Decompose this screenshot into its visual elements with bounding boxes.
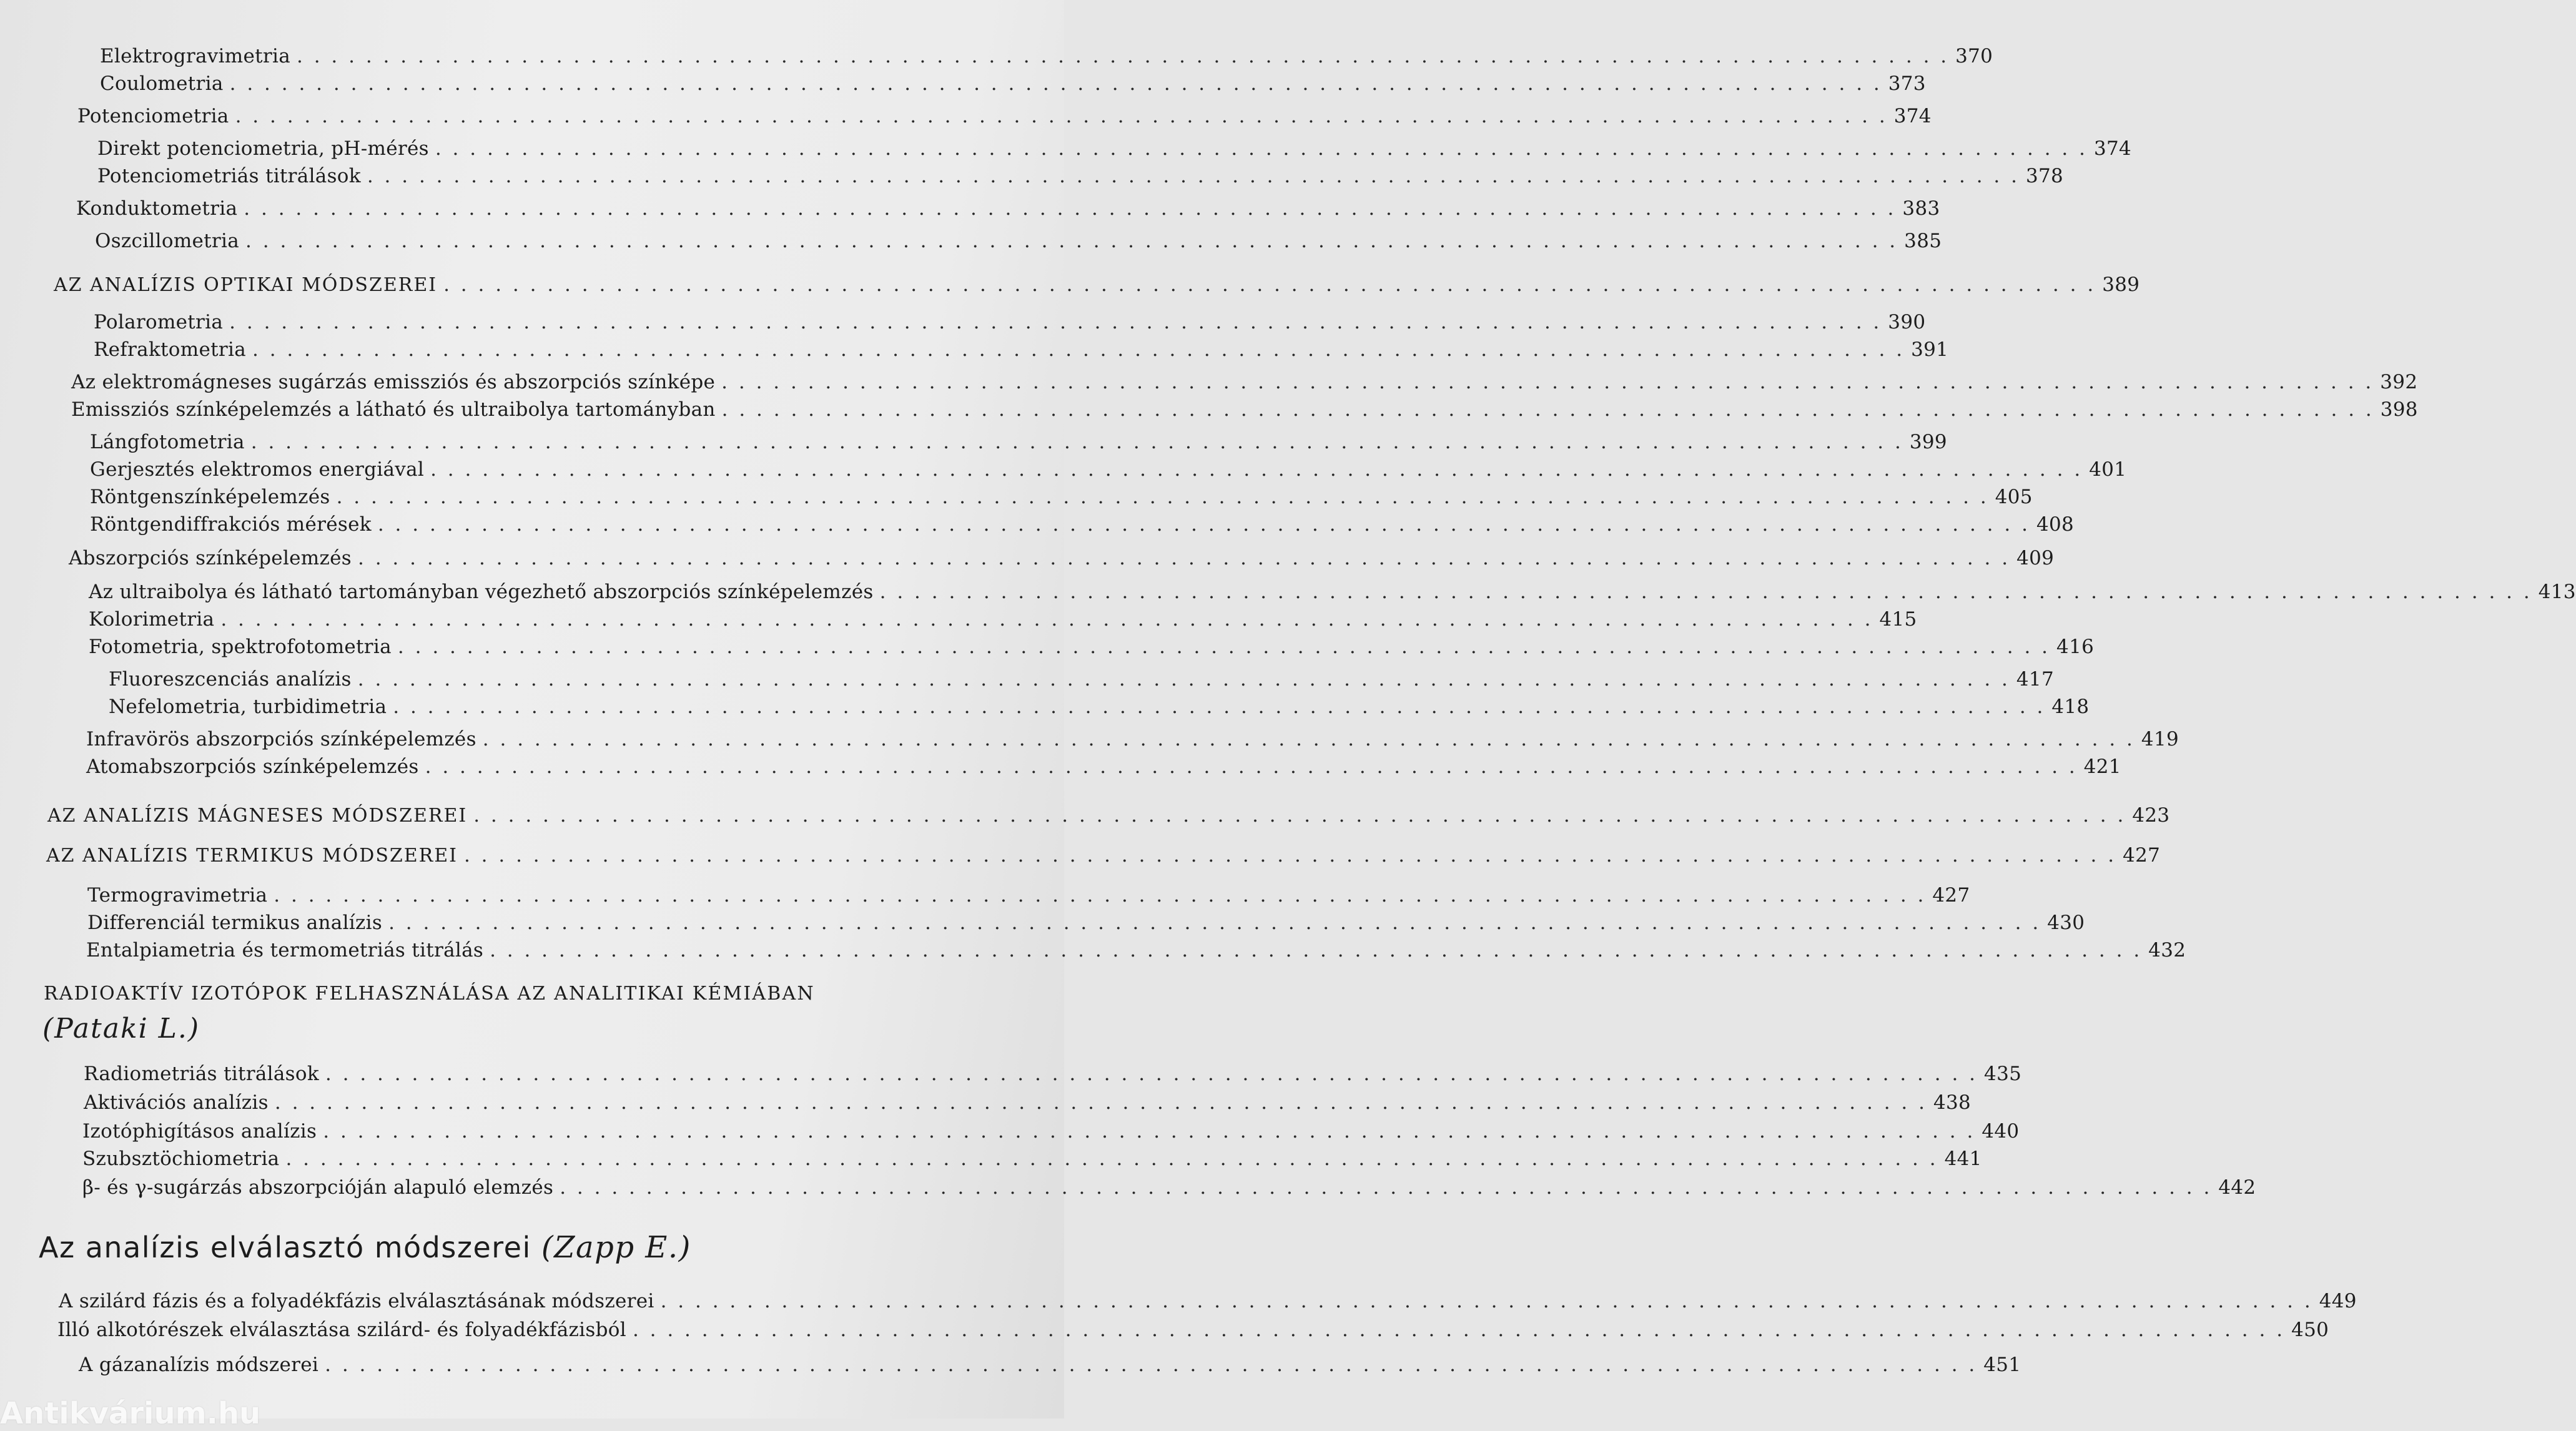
- entry-page: 409: [2016, 547, 2055, 569]
- toc-entry: [86, 727, 2179, 752]
- entry-page: 383: [1902, 197, 1940, 220]
- toc-entry: [71, 370, 2418, 395]
- entry-title: Az ultraibolya és látható tartományban végezhető abszorpciós színképelemzés: [89, 581, 874, 603]
- entry-page: 391: [1911, 338, 1949, 361]
- toc-entry: [76, 196, 1940, 221]
- entry-page: 398: [2380, 398, 2418, 421]
- entry-title: Refraktometria: [94, 338, 246, 361]
- dot-leader: . . . . . . . . . . . . . . . . . . . . . . . . . . . . . . . . . . . . . . . . . . . . . . . . . . . . . . . . . . . . . . . . . . . . . . . . . . . . . . . . . . . . . . . . . . . . . . . .: [660, 1290, 2313, 1312]
- toc-entry: [84, 1090, 1971, 1115]
- entry-page: 389: [2102, 273, 2140, 296]
- entry-page: 432: [2148, 939, 2186, 961]
- entry-page: 442: [2218, 1176, 2256, 1199]
- entry-title: A gázanalízis módszerei: [79, 1354, 319, 1376]
- entry-page: 408: [2036, 513, 2075, 536]
- dot-leader: . . . . . . . . . . . . . . . . . . . . . . . . . . . . . . . . . . . . . . . . . . . . . . . . . . . . . . . . . . . . . . . . . . . . . . . . . . . . . . . . . . . . . . . . . . . . . . . .: [721, 371, 2374, 393]
- section-title: [39, 1230, 691, 1265]
- dot-leader: . . . . . . . . . . . . . . . . . . . . . . . . . . . . . . . . . . . . . . . . . . . . . . . . . . . . . . . . . . . . . . . . . . . . . . . . . . . . . . . . . . . . . . . . . . . . . . . .: [252, 338, 1905, 361]
- entry-title: Atomabszorpciós színképelemzés: [86, 755, 419, 778]
- entry-page: 450: [2291, 1319, 2329, 1341]
- entry-title: Elektrogravimetria: [100, 45, 291, 67]
- entry-page: 440: [1981, 1120, 2020, 1143]
- entry-title: Izotóphigításos analízis: [82, 1120, 317, 1143]
- entry-title: Emissziós színképelemzés a látható és ultraibolya tartományban: [71, 398, 716, 421]
- entry-page: 401: [2089, 458, 2127, 481]
- dot-leader: . . . . . . . . . . . . . . . . . . . . . . . . . . . . . . . . . . . . . . . . . . . . . . . . . . . . . . . . . . . . . . . . . . . . . . . . . . . . . . . . . . . . . . . . . . . . . . . .: [560, 1176, 2213, 1199]
- dot-leader: . . . . . . . . . . . . . . . . . . . . . . . . . . . . . . . . . . . . . . . . . . . . . . . . . . . . . . . . . . . . . . . . . . . . . . . . . . . . . . . . . . . . . . . . . . . . . . . .: [393, 696, 2046, 718]
- dot-leader: . . . . . . . . . . . . . . . . . . . . . . . . . . . . . . . . . . . . . . . . . . . . . . . . . . . . . . . . . . . . . . . . . . . . . . . . . . . . . . . . . . . . . . . . . . . . . . . .: [632, 1319, 2286, 1341]
- dot-leader: . . . . . . . . . . . . . . . . . . . . . . . . . . . . . . . . . . . . . . . . . . . . . . . . . . . . . . . . . . . . . . . . . . . . . . . . . . . . . . . . . . . . . . . . . . . . . . . .: [721, 398, 2374, 421]
- toc-entry: [69, 546, 2055, 571]
- toc-entry: [79, 1352, 2021, 1377]
- entry-page: 385: [1904, 230, 1942, 252]
- entry-page: 415: [1879, 608, 1917, 631]
- entry-page: 373: [1888, 72, 1926, 95]
- entry-title: Konduktometria: [76, 197, 238, 220]
- toc-entry: [97, 164, 2064, 189]
- toc-entry: [100, 71, 1926, 96]
- toc-entry: [89, 579, 2576, 604]
- dot-leader: . . . . . . . . . . . . . . . . . . . . . . . . . . . . . . . . . . . . . . . . . . . . . . . . . . . . . . . . . . . . . . . . . . . . . . . . . . . . . . . . . . . . . . . . . . . . . . . .: [397, 636, 2051, 658]
- entry-title: β- és γ-sugárzás abszorpcióján alapuló elemzés: [82, 1176, 554, 1199]
- dot-leader: . . . . . . . . . . . . . . . . . . . . . . . . . . . . . . . . . . . . . . . . . . . . . . . . . . . . . . . . . . . . . . . . . . . . . . . . . . . . . . . . . . . . . . . . . . . . . . . .: [358, 547, 2011, 569]
- entry-page: 417: [2016, 668, 2054, 691]
- entry-page: 419: [2141, 728, 2179, 750]
- entry-title: Aktivációs analízis: [84, 1091, 269, 1114]
- toc-heading-entry: [47, 803, 2170, 829]
- entry-title: Potenciometria: [77, 105, 229, 127]
- chapter-author: (Pataki L.): [42, 1013, 200, 1045]
- dot-leader: . . . . . . . . . . . . . . . . . . . . . . . . . . . . . . . . . . . . . . . . . . . . . . . . . . . . . . . . . . . . . . . . . . . . . . . . . . . . . . . . . . . . . . . . . . . . . . . .: [235, 105, 1888, 127]
- entry-page: 370: [1955, 45, 1993, 67]
- entry-page: 390: [1888, 311, 1926, 333]
- toc-entry: [87, 910, 2085, 935]
- dot-leader: . . . . . . . . . . . . . . . . . . . . . . . . . . . . . . . . . . . . . . . . . . . . . . . . . . . . . . . . . . . . . . . . . . . . . . . . . . . . . . . . . . . . . . . . . . . . . . . .: [490, 939, 2143, 961]
- toc-entry: [90, 457, 2127, 482]
- dot-leader: . . . . . . . . . . . . . . . . . . . . . . . . . . . . . . . . . . . . . . . . . . . . . . . . . . . . . . . . . . . . . . . . . . . . . . . . . . . . . . . . . . . . . . . . . . . . . . . .: [443, 273, 2096, 296]
- toc-entry: [84, 1061, 2022, 1086]
- entry-title: Illó alkotórészek elválasztása szilárd- és folyadékfázisból: [57, 1319, 626, 1341]
- entry-page: 438: [1933, 1091, 1971, 1114]
- entry-page: 451: [1983, 1354, 2021, 1376]
- entry-title: Termogravimetria: [87, 884, 268, 907]
- dot-leader: . . . . . . . . . . . . . . . . . . . . . . . . . . . . . . . . . . . . . . . . . . . . . . . . . . . . . . . . . . . . . . . . . . . . . . . . . . . . . . . . . . . . . . . . . . . . . . . .: [463, 844, 2117, 867]
- toc-entry: [95, 229, 1942, 253]
- entry-title: Direkt potenciometria, pH-mérés: [97, 137, 429, 160]
- entry-title: Lángfotometria: [90, 431, 245, 453]
- entry-title: AZ ANALÍZIS TERMIKUS MÓDSZEREI: [46, 845, 458, 867]
- toc-entry: [82, 1119, 2020, 1144]
- entry-page: 418: [2051, 696, 2090, 718]
- dot-leader: . . . . . . . . . . . . . . . . . . . . . . . . . . . . . . . . . . . . . . . . . . . . . . . . . . . . . . . . . . . . . . . . . . . . . . . . . . . . . . . . . . . . . . . . . . . . . . . .: [274, 884, 1927, 907]
- entry-page: 421: [2083, 755, 2121, 778]
- dot-leader: . . . . . . . . . . . . . . . . . . . . . . . . . . . . . . . . . . . . . . . . . . . . . . . . . . . . . . . . . . . . . . . . . . . . . . . . . . . . . . . . . . . . . . . . . . . . . . . .: [323, 1120, 1976, 1143]
- entry-page: 374: [2093, 137, 2132, 160]
- toc-entry: [89, 634, 2095, 659]
- entry-title: Polarometria: [94, 311, 224, 333]
- entry-title: Abszorpciós színképelemzés: [69, 547, 352, 569]
- dot-leader: . . . . . . . . . . . . . . . . . . . . . . . . . . . . . . . . . . . . . . . . . . . . . . . . . . . . . . . . . . . . . . . . . . . . . . . . . . . . . . . . . . . . . . . . . . . . . . . .: [336, 486, 1989, 508]
- entry-title: Infravörös abszorpciós színképelemzés: [86, 728, 476, 750]
- toc-entry: [86, 938, 2186, 963]
- entry-title: Coulometria: [100, 72, 224, 95]
- toc-entry: [90, 430, 1947, 455]
- dot-leader: . . . . . . . . . . . . . . . . . . . . . . . . . . . . . . . . . . . . . . . . . . . . . . . . . . . . . . . . . . . . . . . . . . . . . . . . . . . . . . . . . . . . . . . . . . . . . . . .: [473, 804, 2126, 827]
- toc-entry: [87, 883, 1970, 908]
- entry-page: 374: [1893, 105, 1932, 127]
- toc-entry: [109, 667, 2054, 692]
- dot-leader: . . . . . . . . . . . . . . . . . . . . . . . . . . . . . . . . . . . . . . . . . . . . . . . . . . . . . . . . . . . . . . . . . . . . . . . . . . . . . . . . . . . . . . . . . . . . . . . .: [388, 912, 2041, 934]
- dot-leader: . . . . . . . . . . . . . . . . . . . . . . . . . . . . . . . . . . . . . . . . . . . . . . . . . . . . . . . . . . . . . . . . . . . . . . . . . . . . . . . . . . . . . . . . . . . . . . . .: [879, 581, 2532, 603]
- dot-leader: . . . . . . . . . . . . . . . . . . . . . . . . . . . . . . . . . . . . . . . . . . . . . . . . . . . . . . . . . . . . . . . . . . . . . . . . . . . . . . . . . . . . . . . . . . . . . . . .: [325, 1354, 1978, 1376]
- entry-page: 449: [2319, 1290, 2357, 1312]
- entry-page: 405: [1995, 486, 2033, 508]
- entry-page: 430: [2047, 912, 2085, 934]
- entry-title: Fluoreszcenciás analízis: [109, 668, 352, 691]
- entry-title: Kolorimetria: [89, 608, 215, 631]
- entry-page: 392: [2380, 371, 2418, 393]
- toc-entry: [109, 694, 2090, 719]
- entry-page: 427: [2123, 844, 2161, 867]
- dot-leader: . . . . . . . . . . . . . . . . . . . . . . . . . . . . . . . . . . . . . . . . . . . . . . . . . . . . . . . . . . . . . . . . . . . . . . . . . . . . . . . . . . . . . . . . . . . . . . . .: [325, 1063, 1978, 1085]
- toc-entry: [71, 397, 2418, 422]
- toc-entry: [89, 607, 1917, 632]
- toc-entry: [100, 44, 1993, 69]
- entry-title: AZ ANALÍZIS OPTIKAI MÓDSZEREI: [54, 274, 438, 296]
- entry-title: Radiometriás titrálások: [84, 1063, 319, 1085]
- section-title-text: Az analízis elválasztó módszerei: [39, 1231, 531, 1264]
- toc-entry: [90, 512, 2075, 537]
- entry-page: 378: [2025, 165, 2064, 187]
- entry-page: 427: [1932, 884, 1970, 907]
- entry-page: 399: [1909, 431, 1947, 453]
- toc-entry: [82, 1175, 2256, 1200]
- toc-entry: [59, 1289, 2357, 1314]
- toc-heading-entry: [54, 272, 2140, 298]
- entry-page: 423: [2132, 804, 2170, 827]
- dot-leader: . . . . . . . . . . . . . . . . . . . . . . . . . . . . . . . . . . . . . . . . . . . . . . . . . . . . . . . . . . . . . . . . . . . . . . . . . . . . . . . . . . . . . . . . . . . . . . . .: [357, 668, 2010, 691]
- entry-title: Fotometria, spektrofotometria: [89, 636, 392, 658]
- dot-leader: . . . . . . . . . . . . . . . . . . . . . . . . . . . . . . . . . . . . . . . . . . . . . . . . . . . . . . . . . . . . . . . . . . . . . . . . . . . . . . . . . . . . . . . . . . . . . . . .: [250, 431, 1903, 453]
- dot-leader: . . . . . . . . . . . . . . . . . . . . . . . . . . . . . . . . . . . . . . . . . . . . . . . . . . . . . . . . . . . . . . . . . . . . . . . . . . . . . . . . . . . . . . . . . . . . . . . .: [482, 728, 2135, 750]
- entry-title: Röntgendiffrakciós mérések: [90, 513, 372, 536]
- entry-title: Szubsztöchiometria: [82, 1148, 280, 1170]
- toc-entry: [57, 1317, 2329, 1342]
- entry-page: 413: [2538, 581, 2576, 603]
- entry-title: Az elektromágneses sugárzás emissziós és abszorpciós színképe: [71, 371, 716, 393]
- entry-title: Potenciometriás titrálások: [97, 165, 361, 187]
- entry-title: Gerjesztés elektromos energiával: [90, 458, 425, 481]
- toc-entry: [86, 754, 2121, 779]
- dot-leader: . . . . . . . . . . . . . . . . . . . . . . . . . . . . . . . . . . . . . . . . . . . . . . . . . . . . . . . . . . . . . . . . . . . . . . . . . . . . . . . . . . . . . . . . . . . . . . . .: [229, 311, 1882, 333]
- entry-title: Differenciál termikus analízis: [87, 912, 383, 934]
- toc-heading-entry: [46, 843, 2161, 868]
- dot-leader: . . . . . . . . . . . . . . . . . . . . . . . . . . . . . . . . . . . . . . . . . . . . . . . . . . . . . . . . . . . . . . . . . . . . . . . . . . . . . . . . . . . . . . . . . . . . . . . .: [435, 137, 2088, 160]
- dot-leader: . . . . . . . . . . . . . . . . . . . . . . . . . . . . . . . . . . . . . . . . . . . . . . . . . . . . . . . . . . . . . . . . . . . . . . . . . . . . . . . . . . . . . . . . . . . . . . . .: [285, 1148, 1938, 1170]
- entry-title: Entalpiametria és termometriás titrálás: [86, 939, 484, 961]
- dot-leader: . . . . . . . . . . . . . . . . . . . . . . . . . . . . . . . . . . . . . . . . . . . . . . . . . . . . . . . . . . . . . . . . . . . . . . . . . . . . . . . . . . . . . . . . . . . . . . . .: [430, 458, 2083, 481]
- dot-leader: . . . . . . . . . . . . . . . . . . . . . . . . . . . . . . . . . . . . . . . . . . . . . . . . . . . . . . . . . . . . . . . . . . . . . . . . . . . . . . . . . . . . . . . . . . . . . . . .: [220, 608, 1873, 631]
- entry-title: A szilárd fázis és a folyadékfázis elválasztásának módszerei: [59, 1290, 654, 1312]
- dot-leader: . . . . . . . . . . . . . . . . . . . . . . . . . . . . . . . . . . . . . . . . . . . . . . . . . . . . . . . . . . . . . . . . . . . . . . . . . . . . . . . . . . . . . . . . . . . . . . . .: [245, 230, 1898, 252]
- dot-leader: . . . . . . . . . . . . . . . . . . . . . . . . . . . . . . . . . . . . . . . . . . . . . . . . . . . . . . . . . . . . . . . . . . . . . . . . . . . . . . . . . . . . . . . . . . . . . . . .: [244, 197, 1897, 220]
- toc-entry: [94, 337, 1949, 362]
- toc-entry: [94, 310, 1926, 335]
- entry-page: 416: [2056, 636, 2095, 658]
- entry-title: Oszcillometria: [95, 230, 240, 252]
- entry-page: 435: [1984, 1063, 2022, 1085]
- watermark: Antikvárium.hu: [0, 1396, 261, 1431]
- entry-title: Nefelometria, turbidimetria: [109, 696, 387, 718]
- chapter-heading: RADIOAKTÍV IZOTÓPOK FELHASZNÁLÁSA AZ ANALITIKAI KÉMIÁBAN: [44, 983, 815, 1005]
- dot-leader: . . . . . . . . . . . . . . . . . . . . . . . . . . . . . . . . . . . . . . . . . . . . . . . . . . . . . . . . . . . . . . . . . . . . . . . . . . . . . . . . . . . . . . . . . . . . . . . .: [274, 1091, 1927, 1114]
- dot-leader: . . . . . . . . . . . . . . . . . . . . . . . . . . . . . . . . . . . . . . . . . . . . . . . . . . . . . . . . . . . . . . . . . . . . . . . . . . . . . . . . . . . . . . . . . . . . . . . .: [425, 755, 2078, 778]
- entry-page: 441: [1944, 1148, 1982, 1170]
- toc-entry: [82, 1146, 1982, 1171]
- dot-leader: . . . . . . . . . . . . . . . . . . . . . . . . . . . . . . . . . . . . . . . . . . . . . . . . . . . . . . . . . . . . . . . . . . . . . . . . . . . . . . . . . . . . . . . . . . . . . . . .: [377, 513, 2030, 536]
- toc-entry: [77, 104, 1932, 129]
- entry-title: Röntgenszínképelemzés: [90, 486, 330, 508]
- entry-title: AZ ANALÍZIS MÁGNESES MÓDSZEREI: [47, 805, 468, 827]
- dot-leader: . . . . . . . . . . . . . . . . . . . . . . . . . . . . . . . . . . . . . . . . . . . . . . . . . . . . . . . . . . . . . . . . . . . . . . . . . . . . . . . . . . . . . . . . . . . . . . . .: [367, 165, 2020, 187]
- toc-entry: [97, 136, 2132, 161]
- dot-leader: . . . . . . . . . . . . . . . . . . . . . . . . . . . . . . . . . . . . . . . . . . . . . . . . . . . . . . . . . . . . . . . . . . . . . . . . . . . . . . . . . . . . . . . . . . . . . . . .: [229, 72, 1882, 95]
- section-author: (Zapp E.): [541, 1230, 691, 1265]
- dot-leader: . . . . . . . . . . . . . . . . . . . . . . . . . . . . . . . . . . . . . . . . . . . . . . . . . . . . . . . . . . . . . . . . . . . . . . . . . . . . . . . . . . . . . . . . . . . . . . . .: [297, 45, 1950, 67]
- toc-entry: [90, 484, 2033, 509]
